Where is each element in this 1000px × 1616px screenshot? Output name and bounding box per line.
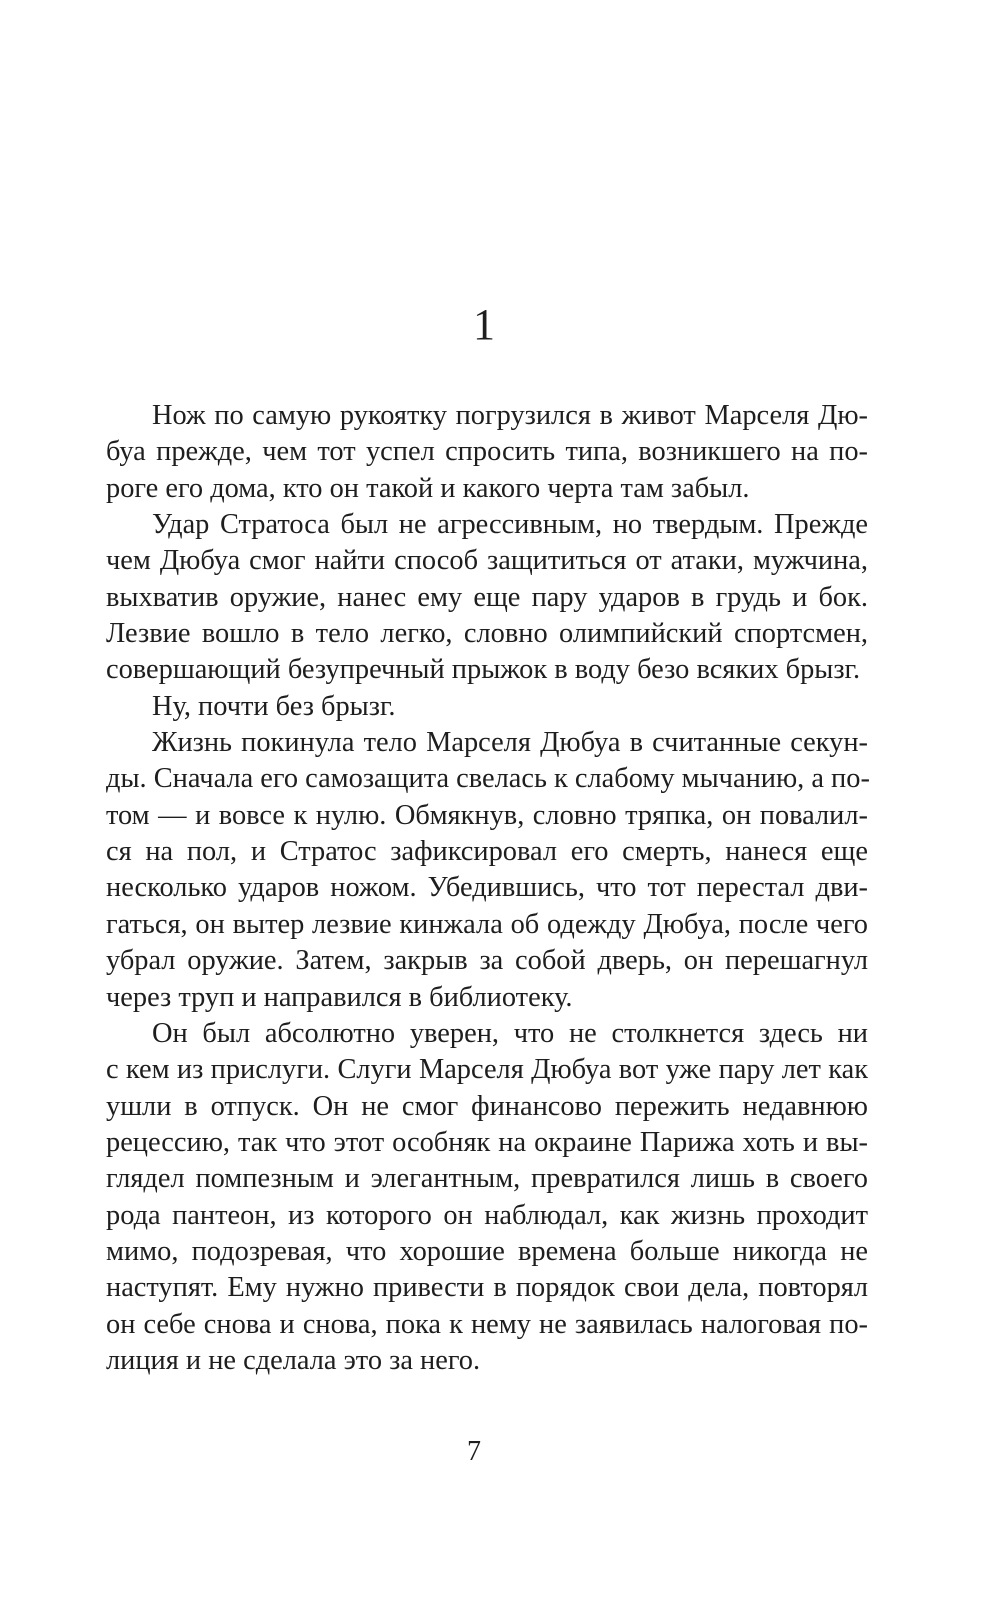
text-line: он себе снова и снова, пока к нему не заявилась налоговая по-: [106, 1308, 868, 1340]
text-line: том — и вовсе к нулю. Обмякнув, словно тряпка, он повалил-: [106, 799, 868, 831]
text-line: буа прежде, чем тот успел спросить типа, возникшего на по-: [106, 436, 868, 468]
chapter-number: 1: [473, 300, 495, 349]
text-line: мимо, подозревая, что хорошие времена больше никогда не: [106, 1235, 868, 1267]
text-line: ды. Сначала его самозащита свелась к слабому мычанию, а по-: [106, 763, 870, 795]
text-line: Он был абсолютно уверен, что не столкнется здесь ни: [152, 1017, 868, 1049]
paragraph: [106, 1016, 868, 1379]
text-line: лиция и не сделала это за него.: [106, 1344, 481, 1376]
page-number: 7: [467, 1436, 481, 1467]
text-line: ушли в отпуск. Он не смог финансово пережить недавнюю: [106, 1090, 868, 1122]
text-line: Нож по самую рукоятку погрузился в живот Марселя Дю-: [152, 400, 868, 431]
text-line: несколько ударов ножом. Убедившись, что тот перестал дви-: [106, 872, 868, 904]
text-line: чем Дюбуа смог найти способ защититься от атаки, мужчина,: [106, 545, 868, 577]
text-line: ся на пол, и Стратос зафиксировал его смерть, нанеся еще: [106, 836, 868, 868]
paragraph: [106, 689, 868, 725]
paragraph: [106, 507, 868, 689]
text-line: Жизнь покинула тело Марселя Дюбуа в считанные секун-: [152, 727, 868, 759]
text-line: рода пантеон, из которого он наблюдал, как жизнь проходит: [106, 1199, 868, 1231]
text-line: Ну, почти без брызг.: [152, 690, 396, 722]
text-line: выхватив оружие, нанес ему еще пару ударов в грудь и бок.: [106, 581, 868, 613]
text-line: наступят. Ему нужно привести в порядок свои дела, повторял: [106, 1272, 868, 1304]
text-line: через труп и направился в библиотеку.: [106, 981, 573, 1013]
text-line: убрал оружие. Затем, закрыв за собой дверь, он перешагнул: [106, 945, 868, 977]
text-line: совершающий безупречный прыжок в воду безо всяких брызг.: [106, 654, 861, 686]
text-line: с кем из прислуги. Слуги Марселя Дюбуа вот уже пару лет как: [106, 1054, 868, 1086]
body-text: [106, 398, 868, 1379]
text-line: гаться, он вытер лезвие кинжала об одежду Дюбуа, после чего: [106, 908, 868, 940]
text-line: рецессию, так что этот особняк на окраине Парижа хоть и вы-: [106, 1126, 868, 1158]
paragraph: [106, 398, 868, 507]
paragraph: [106, 725, 868, 1016]
text-line: роге его дома, кто он такой и какого черта там забыл.: [106, 472, 750, 504]
text-line: Удар Стратоса был не агрессивным, но твердым. Прежде: [152, 509, 868, 541]
text-line: глядел помпезным и элегантным, превратился лишь в своего: [106, 1163, 868, 1195]
text-line: Лезвие вошло в тело легко, словно олимпийский спортсмен,: [106, 618, 868, 650]
